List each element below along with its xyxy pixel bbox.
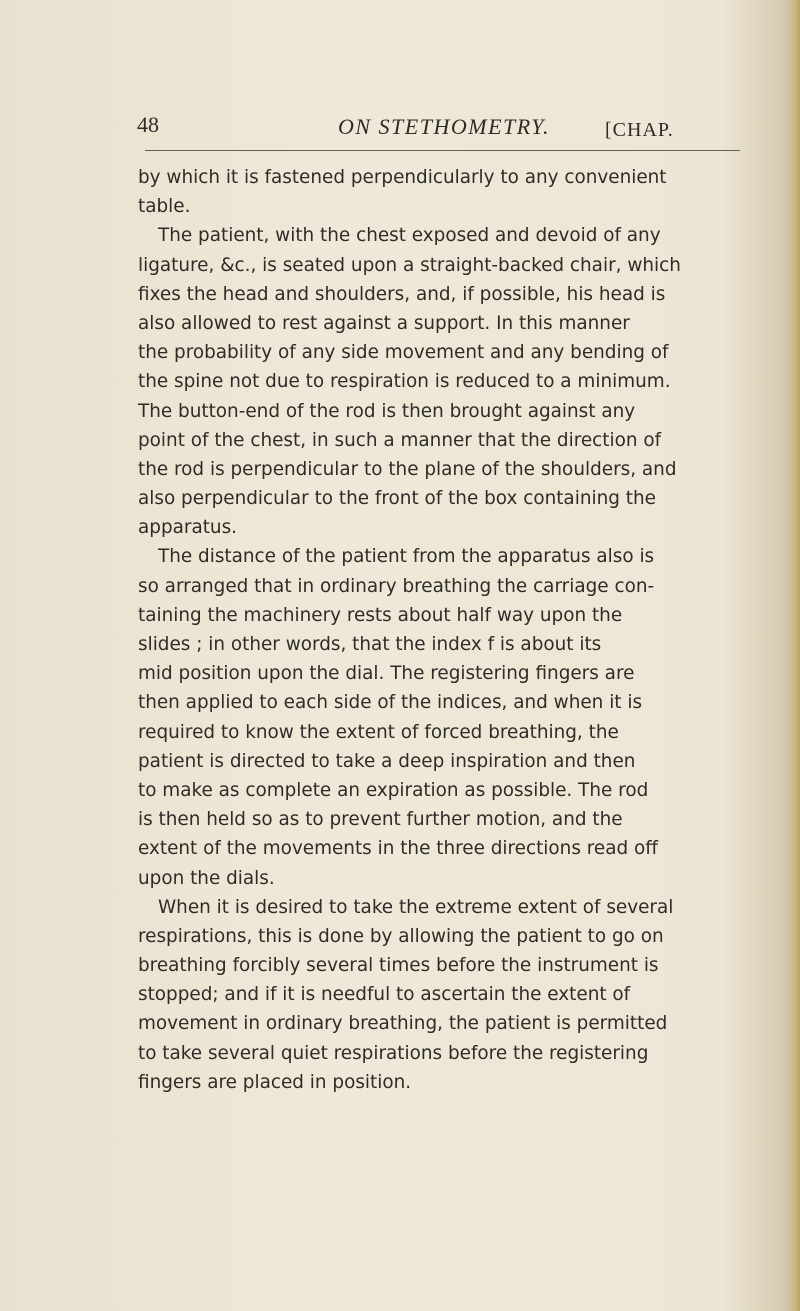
chapter-mark: [CHAP. bbox=[605, 119, 674, 141]
text-line: extent of the movements in the three directions read off bbox=[138, 838, 658, 860]
text-line: then applied to each side of the indices, and when it is bbox=[138, 692, 643, 714]
text-line: to make as complete an expiration as possible. The rod bbox=[138, 779, 649, 801]
text-line: movement in ordinary breathing, the patient is permitted bbox=[138, 1013, 668, 1035]
text-line: When it is desired to take the extreme extent of several bbox=[158, 896, 674, 918]
text-line: ligature, &c., is seated upon a straight-backed chair, which bbox=[138, 254, 681, 276]
text-line: point of the chest, in such a manner that the direction of bbox=[138, 429, 662, 451]
text-line: The distance of the patient from the apparatus also is bbox=[158, 546, 655, 568]
text-line: The button-end of the rod is then brought against any bbox=[138, 400, 636, 422]
text-line: by which it is fastened perpendicularly to any convenient bbox=[138, 167, 667, 188]
text-line: fingers are placed in position. bbox=[138, 1071, 412, 1093]
page-number: 48 bbox=[137, 112, 159, 137]
text-line: table. bbox=[138, 196, 191, 218]
text-line: so arranged that in ordinary breathing the carriage con- bbox=[138, 575, 655, 597]
text-line: the probability of any side movement and any bending of bbox=[138, 342, 669, 364]
text-line: upon the dials. bbox=[138, 867, 275, 889]
text-line: also allowed to rest against a support. In this manner bbox=[138, 312, 630, 334]
header-rule bbox=[145, 150, 740, 151]
text-line: breathing forcibly several times before the instrument is bbox=[138, 955, 659, 977]
page-header bbox=[137, 112, 737, 152]
text-line: also perpendicular to the front of the box containing the bbox=[138, 488, 656, 510]
text-line: mid position upon the dial. The registering fingers are bbox=[138, 663, 635, 685]
text-line: to take several quiet respirations before the registering bbox=[138, 1042, 649, 1064]
text-line: slides ; in other words, that the index f is about its bbox=[138, 634, 602, 655]
text-line: fixes the head and shoulders, and, if possible, his head is bbox=[138, 283, 666, 305]
text-line: apparatus. bbox=[138, 517, 238, 539]
body-text bbox=[138, 163, 738, 1097]
text-line: taining the machinery rests about half way upon the bbox=[138, 604, 623, 626]
text-line: is then held so as to prevent further motion, and the bbox=[138, 809, 623, 831]
page-edge-shadow bbox=[790, 0, 800, 1311]
text-line: respirations, this is done by allowing the patient to go on bbox=[138, 925, 664, 947]
text-line: patient is directed to take a deep inspiration and then bbox=[138, 750, 636, 772]
text-line: The patient, with the chest exposed and devoid of any bbox=[158, 225, 661, 247]
text-line: the rod is perpendicular to the plane of the shoulders, and bbox=[138, 458, 677, 480]
text-line: the spine not due to respiration is reduced to a minimum. bbox=[138, 371, 671, 393]
running-title: ON STETHOMETRY. bbox=[338, 114, 551, 139]
text-line: required to know the extent of forced breathing, the bbox=[138, 721, 619, 743]
text-line: stopped; and if it is needful to ascertain the extent of bbox=[138, 984, 631, 1006]
